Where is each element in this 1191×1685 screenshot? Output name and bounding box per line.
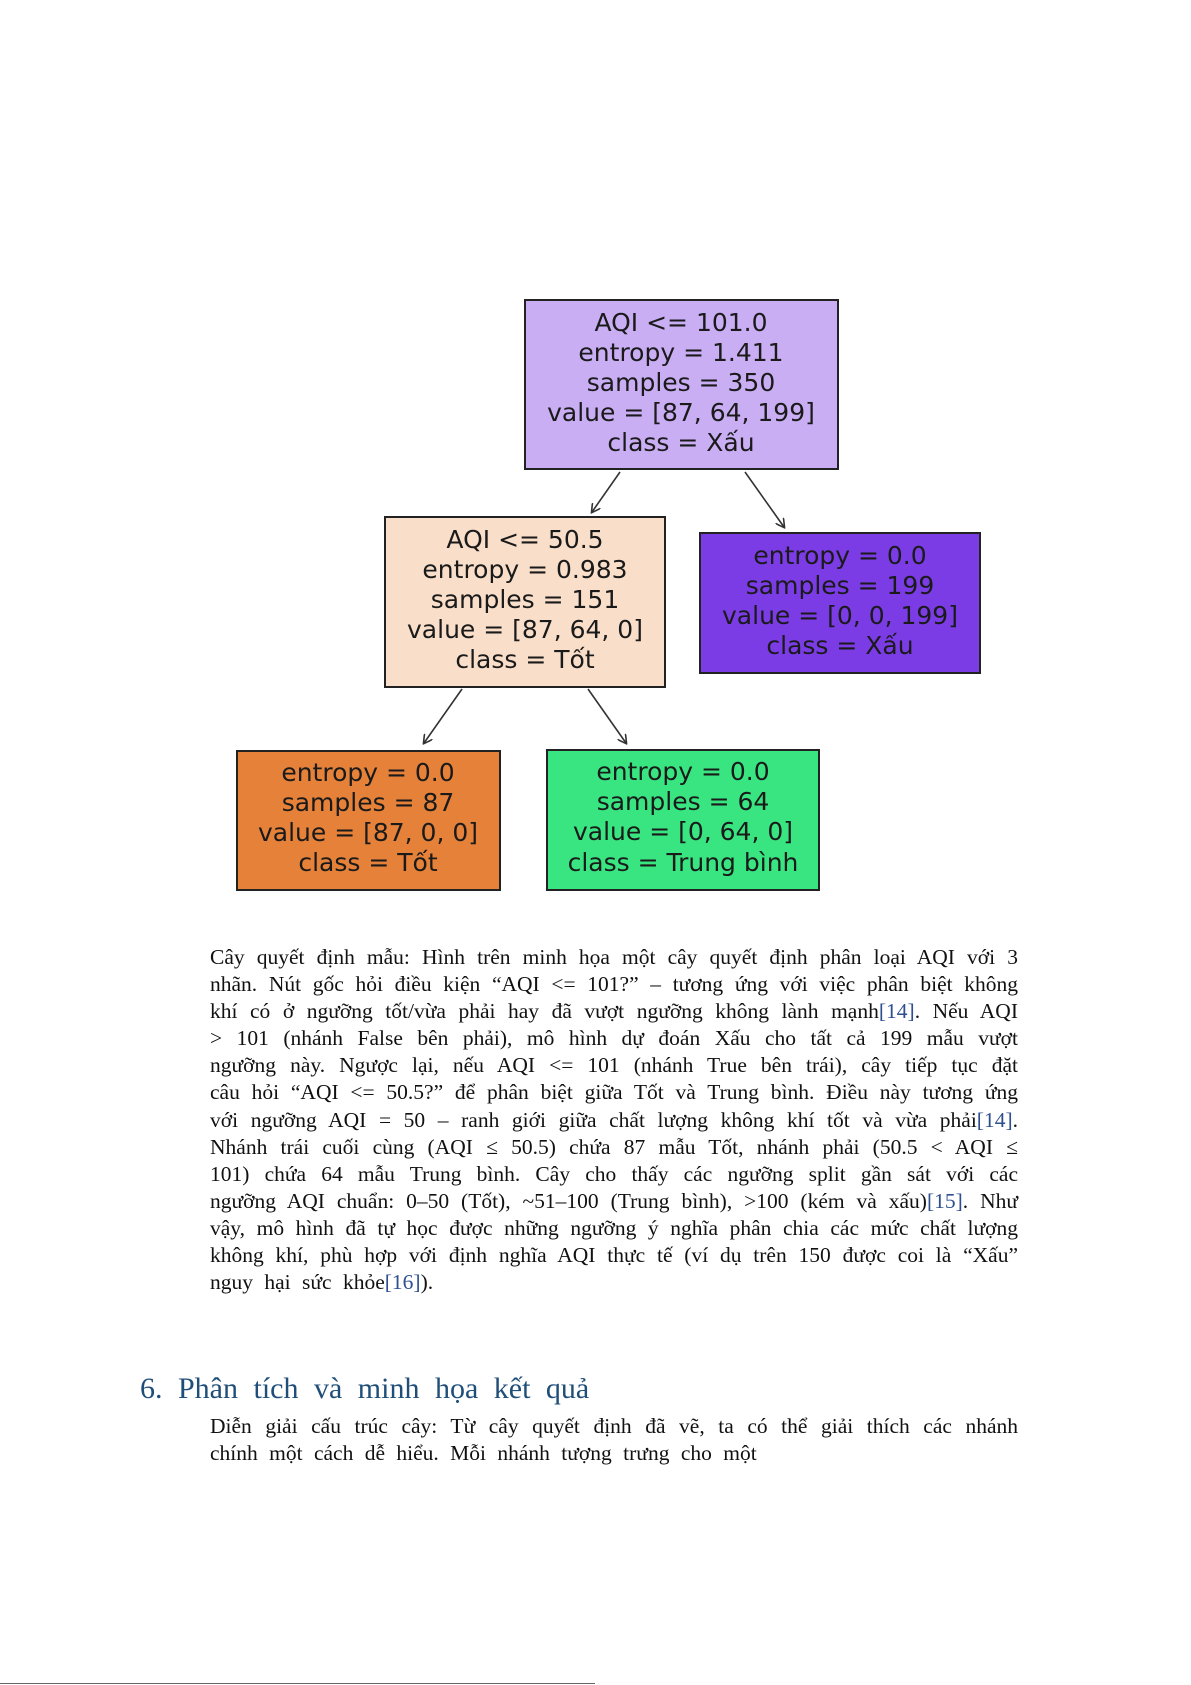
caption-text: ). [420,1270,434,1295]
tree-node-text: samples = 151 [430,585,620,614]
tree-node-leaf-trung-binh [547,750,819,890]
tree-node-text: class = Xấu [766,631,914,660]
section-heading: 6. Phân tích và minh họa kết quả [140,1372,590,1405]
tree-node-leaf-tot [237,751,500,890]
tree-node-text: entropy = 1.411 [578,338,784,367]
tree-node-text: class = Tốt [298,848,438,877]
tree-node-text: samples = 87 [281,788,455,817]
citation-link[interactable]: [15] [926,1188,963,1213]
tree-node-text: entropy = 0.983 [422,555,628,584]
tree-node-text: entropy = 0.0 [596,757,770,786]
tree-node-text: value = [0, 0, 199] [722,601,958,630]
tree-node-root [525,300,838,469]
tree-node-text: class = Trung bình [567,848,799,877]
tree-node-text: AQI <= 50.5 [446,525,604,554]
tree-node-text: samples = 350 [586,368,776,397]
tree-node-text: value = [87, 64, 199] [547,398,815,427]
edge-left-to-tot [424,689,462,743]
caption-text: Cây quyết định mẫu: Hình trên minh họa một cây quyết định phân loại AQI với 3 nhãn. Nút gốc hỏi điều kiện “AQI <= 101?” – tương ứng với việc phân biệt không khí có ở ngưỡng tốt/vừa phải hay đã vượt ngưỡng không lành mạnh [210,945,1018,1024]
footer-divider [0,1683,595,1684]
citation-link[interactable]: [16] [384,1270,421,1295]
figure-caption [210,944,1018,1296]
edge-root-to-left [592,472,620,512]
edge-root-to-right [745,472,784,527]
caption-text: . Nếu AQI > 101 (nhánh False bên phải), mô hình dự đoán Xấu cho tất cả 199 mẫu vượt ngưỡng này. Ngược lại, nếu AQI <= 101 (nhánh True bên trái), cây tiếp tục đặt câu hỏi “AQI <= 50.5?” để phân biệt giữa Tốt và Trung bình. Điều này tương ứng với ngưỡng AQI = 50 – ranh giới giữa chất lượng không khí tốt và vừa phải [210,999,1018,1132]
caption-text: . Như vậy, mô hình đã tự học được những ngưỡng ý nghĩa phân chia các mức chất lượng không khí, phù hợp với định nghĩa AQI thực tế (ví dụ trên 150 được coi là “Xấu” nguy hại sức khỏe [210,1188,1018,1295]
tree-node-text: value = [87, 0, 0] [257,818,479,847]
tree-node-text: value = [0, 64, 0] [572,817,794,846]
caption-text: . Nhánh trái cuối cùng (AQI ≤ 50.5) chứa 87 mẫu Tốt, nhánh phải (50.5 < AQI ≤ 101) chứa 64 mẫu Trung bình. Cây cho thấy các ngưỡng split gần sát với các ngưỡng AQI chuẩn: 0–50 (Tốt), ~51–100 (Trung bình), >100 (kém và xấu) [210,1107,1018,1213]
tree-node-text: samples = 64 [596,787,770,816]
tree-node-text: entropy = 0.0 [281,758,455,787]
edge-left-to-trung-binh [588,689,626,743]
section-paragraph: Diễn giải cấu trúc cây: Từ cây quyết định đã vẽ, ta có thể giải thích các nhánh chính một cách dễ hiểu. Mỗi nhánh tượng trưng cho một [210,1414,1018,1466]
citation-link[interactable]: [14] [976,1107,1013,1132]
citation-link[interactable]: [14] [878,999,915,1024]
tree-node-text: samples = 199 [745,571,935,600]
tree-node-left-internal [385,517,665,687]
tree-node-text: value = [87, 64, 0] [407,615,643,644]
tree-node-text: class = Xấu [607,428,755,457]
tree-node-right-leaf [700,533,980,673]
tree-node-text: AQI <= 101.0 [594,308,768,337]
tree-node-text: entropy = 0.0 [753,541,927,570]
tree-node-text: class = Tốt [455,645,595,674]
